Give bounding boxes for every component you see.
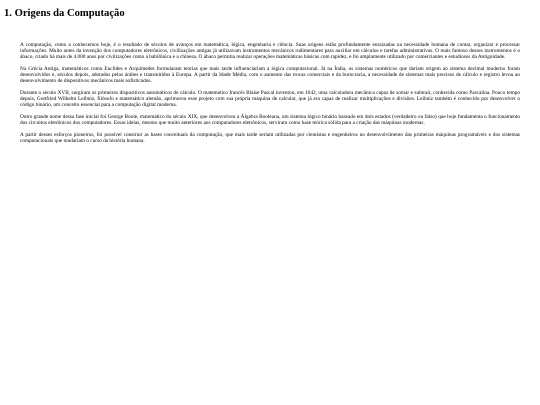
page-title: 1. Origens da Computação xyxy=(4,8,125,19)
paragraph-grecia-india: Na Grécia Antiga, matemáticos como Euclides e Arquimedes formularam teorias que mais tarde influenciariam a lógica computacional. Já na Índia, os sistemas numéricos que dariam origem ao sistema decimal moderno foram desenvolvidos e, séculos depois, adotados pelos árabes e transmitidos à Europa. A partir da Idade Média, com o aumento das trocas comerciais e da burocracia, a necessidade de sistemas mais precisos de cálculo e registro levou ao desenvolvimento de dispositivos mecânicos mais sofisticados. xyxy=(20,65,520,85)
paragraph-boole: Outro grande nome dessa fase inicial foi George Boole, matemático do século XIX, que desenvolveu a Álgebra Booleana, um sistema lógico binário baseado em dois estados (verdadeiro ou falso) que hoje fundamenta o funcionamento dos circuitos eletrônicos dos computadores. Essas ideias, mesmo que muito anteriores aos computadores eletrônicos, serviram como base teórica sólida para a criação das máquinas modernas. xyxy=(20,113,520,127)
paragraph-conclusao: A partir desses esforços pioneiros, foi possível construir as bases conceituais da computação, que mais tarde seriam utilizadas por cientistas e engenheiros no desenvolvimento das primeiras máquinas programáveis e dos sistemas computacionais que mudariam o curso da história humana. xyxy=(20,131,520,144)
document-body xyxy=(20,42,520,150)
paragraph-pascal-leibniz: Durante o século XVII, surgiram os primeiros dispositivos automáticos de cálculo. O matemático francês Blaise Pascal inventou, em 1642, uma calculadora mecânica capaz de somar e subtrair, conhecida como Pascalina. Pouco tempo depois, Gottfried Wilhelm Leibniz, filósofo e matemático alemão, aprimorou esse projeto com sua própria máquina de calcular, que já era capaz de realizar multiplicações e divisões. Leibniz também é conhecido por desenvolver o código binário, um conceito essencial para a computação digital moderna. xyxy=(20,89,520,109)
paragraph-abaco: A computação, como a conhecemos hoje, é o resultado de séculos de avanços em matemática, lógica, engenharia e ciência. Suas origens estão profundamente enraizadas na necessidade humana de contar, organizar e processar informações. Muito antes da invenção dos computadores eletrônicos, civilizações antigas já utilizavam instrumentos mecânicos rudimentares para auxiliar em cálculos e tarefas administrativas. O mais famoso desses instrumentos é o ábaco, criado há mais de 4.000 anos por civilizações como a babilônica e a chinesa. O ábaco permitia realizar operações matemáticas básicas com rapidez, e foi amplamente utilizado por comerciantes e estudiosos da Antiguidade. xyxy=(20,42,520,61)
